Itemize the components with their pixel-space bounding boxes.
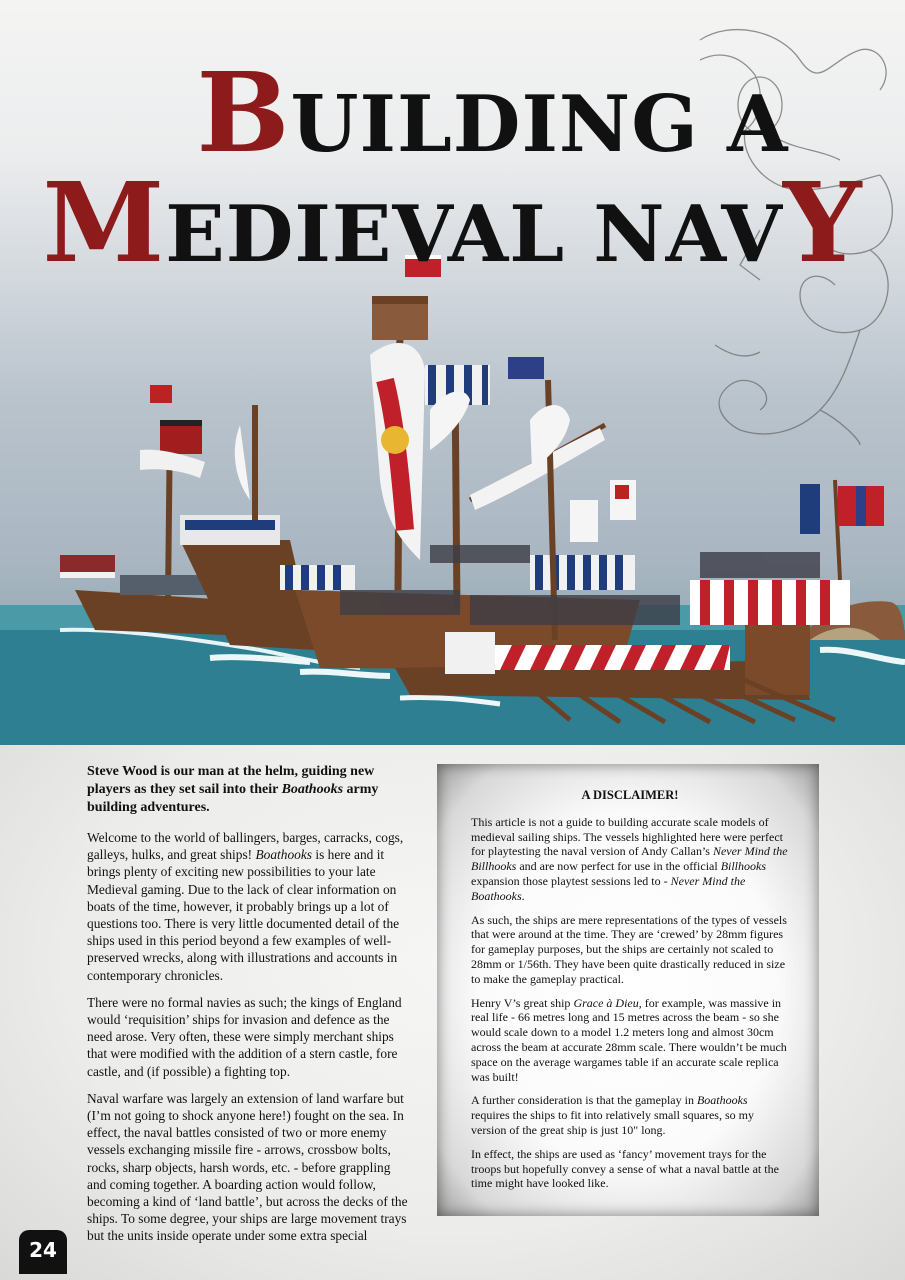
- disclaimer-paragraph: As such, the ships are mere representations of the types of vessels that were around at the time. They are ‘crewed’ by 28mm figures for gameplay purposes, but the ships are certainly not scaled to 28mm or 1/56th. They have been quite drastically reduced in size to make the gameplay practical.: [471, 912, 787, 986]
- disclaimer-paragraph: In effect, the ships are used as ‘fancy’ movement trays for the troops but hopefully convey a sense of what a naval battle at the time might have looked like.: [471, 1146, 779, 1191]
- disclaimer-paragraph: This article is not a guide to building accurate scale models of medieval sailing ships. The vessels highlighted here were perfect for playtesting the naval version of Andy Callan’s Never Mind the Billhooks and are now perfect for use in the official Billhooks expansion those playtest sessions led to - Never Mind the Boathooks.: [471, 814, 788, 903]
- disclaimer-content: [471, 788, 789, 1200]
- disclaimer-title: A DISCLAIMER!: [581, 788, 679, 802]
- title-final-y: Y: [782, 158, 863, 287]
- title-initial-m: M: [42, 158, 166, 287]
- article-lead: Steve Wood is our man at the helm, guiding new players as they set sail into their Boathooks army building adventures.: [87, 764, 379, 815]
- title-line-2: [0, 158, 905, 287]
- disclaimer-box: [437, 764, 819, 1216]
- title-line-2-text: EDIEVAL NAV: [165, 189, 783, 280]
- title-line-1: [40, 48, 905, 177]
- disclaimer-paragraph: A further consideration is that the gameplay in Boathooks requires the ships to fit into relatively small squares, so my version of the great ship is just 10" long.: [471, 1093, 754, 1137]
- article-paragraph: Naval warfare was largely an extension of land warfare but (I’m not going to shock anyone here!) fought on the sea. In effect, the naval battles consisted of two or more enemy vessels exchanging missile fire - arrows, crossbow bolts, rocks, sharp objects, harsh words, etc. - before grappling and coming together. A boarding action would follow, becoming a kind of ‘land battle’, but across the decks of the ships. To some degree, your ships are large movement trays but the units inside operate under some extra special: [87, 1090, 408, 1244]
- title-initial-b: B: [196, 48, 291, 177]
- page-number: 24: [19, 1230, 67, 1274]
- title-line-1-text: UILDING A: [290, 79, 789, 170]
- article-paragraph: There were no formal navies as such; the kings of England would ‘requisition’ ships for invasion and defence as the need arose. Very often, these were simply merchant ships that were modified with the addition of a stern castle, fore castle, and (if possible) a fighting top.: [87, 994, 402, 1079]
- ship-left: [60, 385, 230, 635]
- article-column: [87, 763, 412, 1255]
- article-paragraph: Welcome to the world of ballingers, barges, carracks, cogs, galleys, hulks, and great ships! Boathooks is here and it brings plenty of exciting new possibilities to your late Medieval gaming. Due to the lack of clear information on boats of the time, however, it probably brings up a lot of questions too. There is very little documented detail of the ships used in this period beyond a few examples of well-preserved wrecks, along with illustrations and accounts in contemporary chronicles.: [87, 830, 404, 983]
- disclaimer-paragraph: Henry V’s great ship Grace à Dieu, for example, was massive in real life - 66 metres long and 15 metres across the beam - so she would scale down to a model 1.2 meters long and almost 30cm across the beam at accurate 28mm scale. There wouldn’t be much space on the average wargames table if an accurate scale replica was built!: [471, 995, 787, 1084]
